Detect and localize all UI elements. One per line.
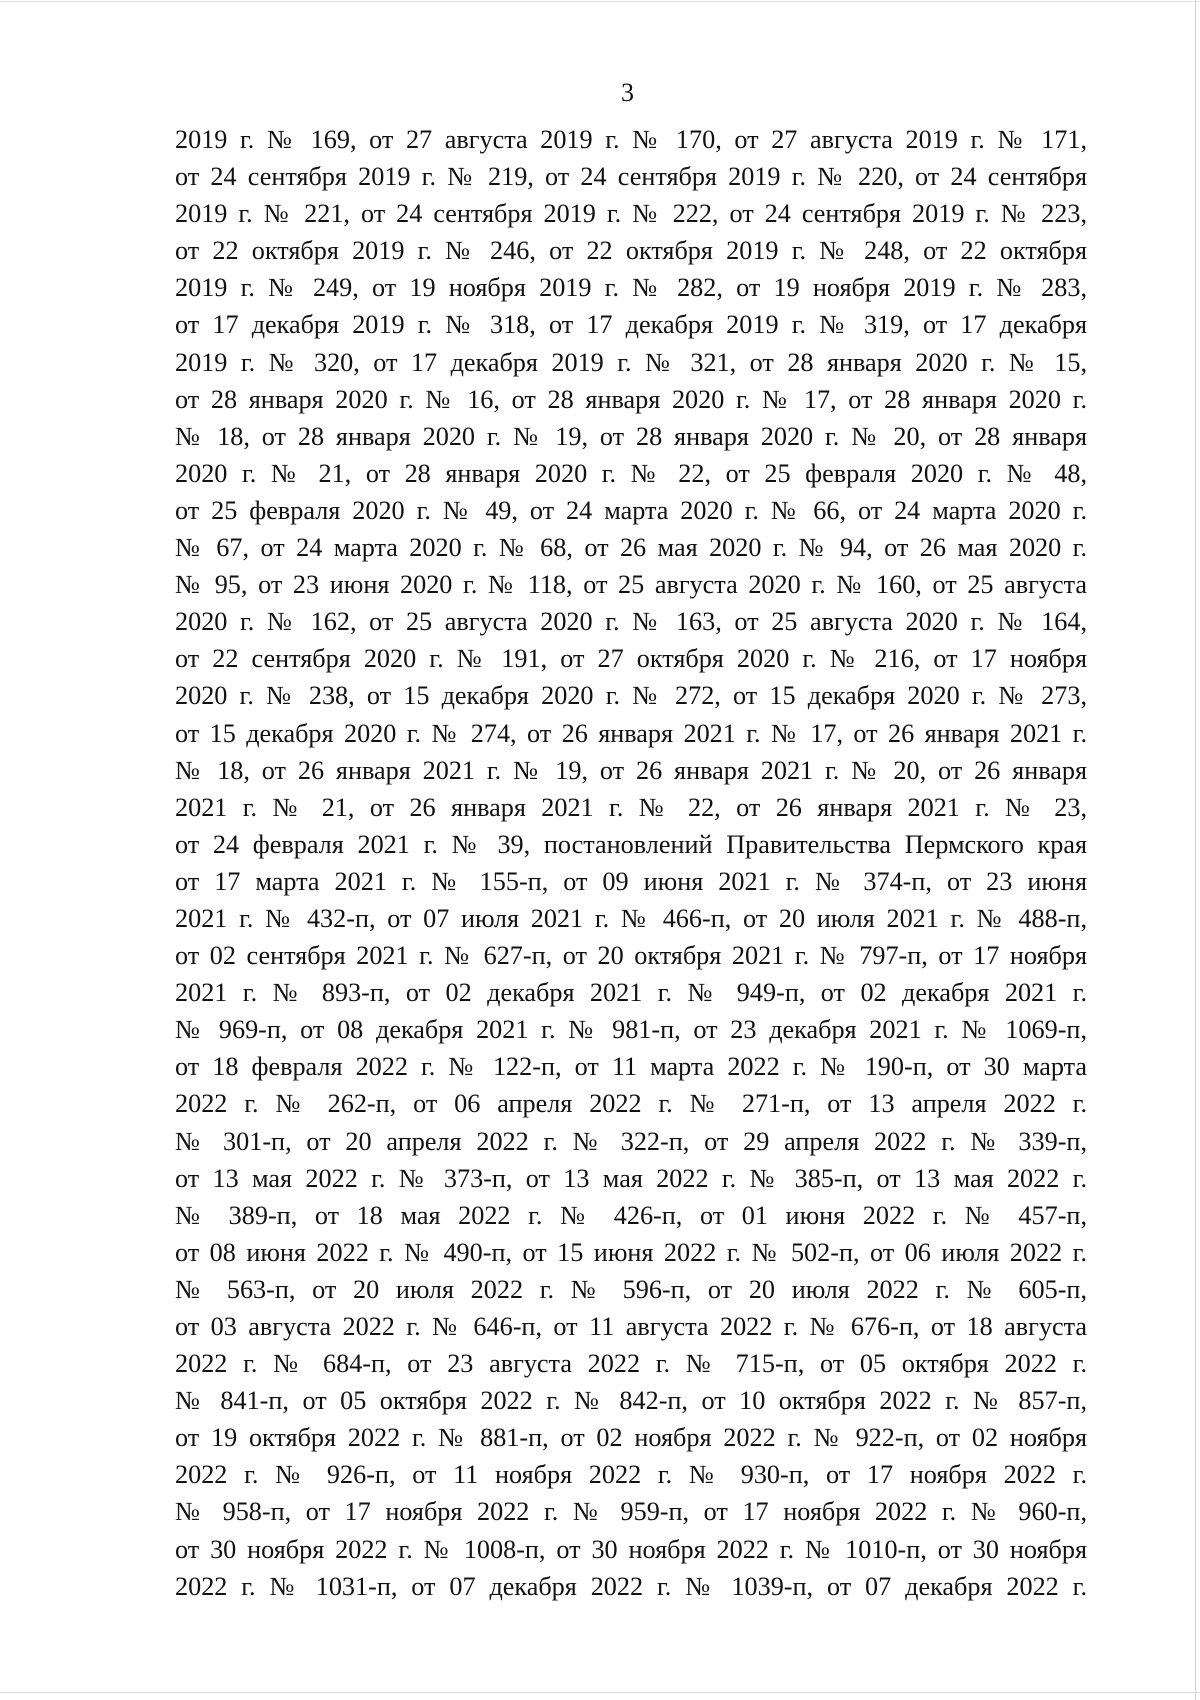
text-line: 2019 г. № 221, от 24 сентября 2019 г. № 222, от 24 сентября 2019 г. № 223, xyxy=(175,199,1087,229)
text-line: от 18 февраля 2022 г. № 122-п, от 11 марта 2022 г. № 190-п, от 30 марта xyxy=(175,1052,1087,1082)
text-line: № 841-п, от 05 октября 2022 г. № 842-п, от 10 октября 2022 г. № 857-п, xyxy=(175,1386,1087,1416)
text-line: от 03 августа 2022 г. № 646-п, от 11 августа 2022 г. № 676-п, от 18 августа xyxy=(175,1312,1087,1341)
text-line: от 28 января 2020 г. № 16, от 28 января 2020 г. № 17, от 28 января 2020 г. xyxy=(175,384,1087,414)
text-line: 2021 г. № 21, от 26 января 2021 г. № 22, от 26 января 2021 г. № 23, xyxy=(175,792,1087,822)
text-line: от 24 сентября 2019 г. № 219, от 24 сентября 2019 г. № 220, от 24 сентября xyxy=(175,162,1087,192)
text-line: № 563-п, от 20 июля 2022 г. № 596-п, от 20 июля 2022 г. № 605-п, xyxy=(175,1274,1087,1304)
text-line: 2020 г. № 21, от 28 января 2020 г. № 22, от 25 февраля 2020 г. № 48, xyxy=(175,458,1087,488)
text-line: 2019 г. № 169, от 27 августа 2019 г. № 170, от 27 августа 2019 г. № 171, xyxy=(175,125,1087,154)
text-line: от 13 мая 2022 г. № 373-п, от 13 мая 2022 г. № 385-п, от 13 мая 2022 г. xyxy=(175,1163,1087,1193)
text-line: № 67, от 24 марта 2020 г. № 68, от 26 мая 2020 г. № 94, от 26 мая 2020 г. xyxy=(175,533,1087,563)
text-line: № 389-п, от 18 мая 2022 г. № 426-п, от 01 июня 2022 г. № 457-п, xyxy=(175,1200,1087,1230)
text-line: № 18, от 26 января 2021 г. № 19, от 26 января 2021 г. № 20, от 26 января xyxy=(175,755,1087,785)
text-line: от 17 марта 2021 г. № 155-п, от 09 июня 2021 г. № 374-п, от 23 июня xyxy=(175,866,1087,896)
scan-edge-bottom xyxy=(0,1692,1200,1693)
scan-edge-right xyxy=(1195,0,1196,1700)
text-line: 2022 г. № 684-п, от 23 августа 2022 г. № 715-п, от 05 октября 2022 г. xyxy=(175,1349,1087,1379)
text-line: № 95, от 23 июня 2020 г. № 118, от 25 августа 2020 г. № 160, от 25 августа xyxy=(175,570,1087,600)
text-line: от 22 сентября 2020 г. № 191, от 27 октября 2020 г. № 216, от 17 ноября xyxy=(175,644,1087,674)
text-line: от 19 октября 2022 г. № 881-п, от 02 ноября 2022 г. № 922-п, от 02 ноября xyxy=(175,1423,1087,1453)
body-text xyxy=(175,121,1087,1605)
scan-edge-top xyxy=(0,1,1200,2)
text-line: 2019 г. № 320, от 17 декабря 2019 г. № 321, от 28 января 2020 г. № 15, xyxy=(175,347,1087,377)
text-line: 2022 г. № 926-п, от 11 ноября 2022 г. № 930-п, от 17 ноября 2022 г. xyxy=(175,1460,1087,1490)
text-line: 2020 г. № 238, от 15 декабря 2020 г. № 272, от 15 декабря 2020 г. № 273, xyxy=(175,681,1087,711)
text-line: 2020 г. № 162, от 25 августа 2020 г. № 163, от 25 августа 2020 г. № 164, xyxy=(175,607,1087,637)
text-line: от 02 сентября 2021 г. № 627-п, от 20 октября 2021 г. № 797-п, от 17 ноября xyxy=(175,941,1087,971)
text-line: 2019 г. № 249, от 19 ноября 2019 г. № 282, от 19 ноября 2019 г. № 283, xyxy=(175,273,1087,303)
text-line: № 958-п, от 17 ноября 2022 г. № 959-п, от 17 ноября 2022 г. № 960-п, xyxy=(175,1497,1087,1527)
text-line: от 15 декабря 2020 г. № 274, от 26 января 2021 г. № 17, от 26 января 2021 г. xyxy=(175,718,1087,748)
text-line: от 17 декабря 2019 г. № 318, от 17 декабря 2019 г. № 319, от 17 декабря xyxy=(175,310,1087,340)
text-line: от 22 октября 2019 г. № 246, от 22 октября 2019 г. № 248, от 22 октября xyxy=(175,236,1087,266)
text-line: № 969-п, от 08 декабря 2021 г. № 981-п, от 23 декабря 2021 г. № 1069-п, xyxy=(175,1015,1087,1045)
text-line: 2021 г. № 432-п, от 07 июля 2021 г. № 466-п, от 20 июля 2021 г. № 488-п, xyxy=(175,903,1087,933)
text-line: 2022 г. № 1031-п, от 07 декабря 2022 г. № 1039-п, от 07 декабря 2022 г. xyxy=(175,1571,1087,1601)
text-line: от 08 июня 2022 г. № 490-п, от 15 июня 2022 г. № 502-п, от 06 июля 2022 г. xyxy=(175,1237,1087,1267)
text-line: № 18, от 28 января 2020 г. № 19, от 28 января 2020 г. № 20, от 28 января xyxy=(175,421,1087,451)
text-line: 2022 г. № 262-п, от 06 апреля 2022 г. № 271-п, от 13 апреля 2022 г. xyxy=(175,1089,1087,1119)
page-number: 3 xyxy=(621,78,634,107)
text-line: от 30 ноября 2022 г. № 1008-п, от 30 ноября 2022 г. № 1010-п, от 30 ноября xyxy=(175,1534,1087,1564)
text-line: от 25 февраля 2020 г. № 49, от 24 марта 2020 г. № 66, от 24 марта 2020 г. xyxy=(175,495,1087,525)
text-line: 2021 г. № 893-п, от 02 декабря 2021 г. № 949-п, от 02 декабря 2021 г. xyxy=(175,978,1087,1008)
text-line: от 24 февраля 2021 г. № 39, постановлений Правительства Пермского края xyxy=(175,829,1087,859)
text-line: № 301-п, от 20 апреля 2022 г. № 322-п, от 29 апреля 2022 г. № 339-п, xyxy=(175,1126,1087,1156)
